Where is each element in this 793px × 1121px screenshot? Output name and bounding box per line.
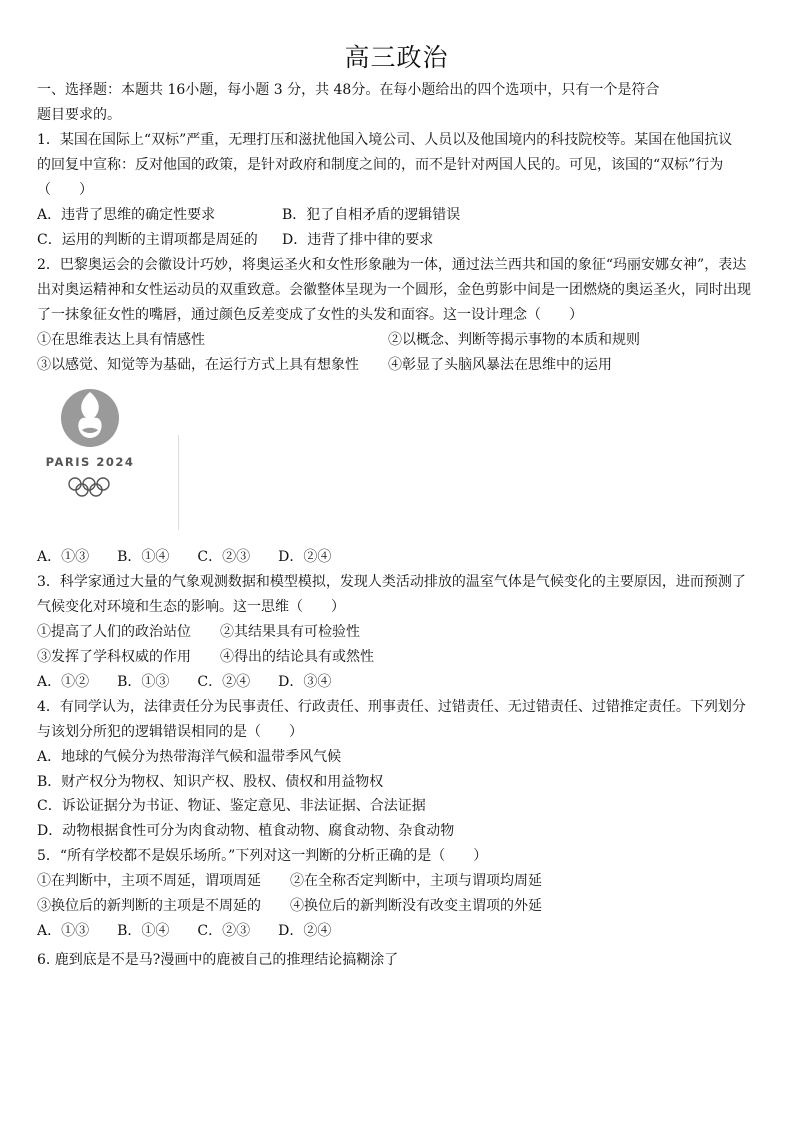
q2-item-2: ②以概念、判断等揭示事物的本质和规则 [388, 332, 640, 348]
q5-stem: 5．“所有学校都不是娱乐场所。”下列对这一判断的分析正确的是（ ） [37, 848, 488, 864]
q3-stem-line-2: 气候变化对环境和生态的影响。这一思维（ ） [37, 599, 345, 615]
q6-stem: 6. 鹿到底是不是马?漫画中的鹿被自己的推理结论搞糊涂了 [37, 952, 399, 968]
section-header-line-2: 题目要求的。 [37, 107, 121, 123]
q5-item-2: ②在全称否定判断中，主项与谓项均周延 [290, 873, 542, 889]
q4-option-c: C．诉讼证据分为书证、物证、鉴定意见、非法证据、合法证据 [37, 798, 426, 814]
q1-stem-line-2: 的回复中宣称：反对他国的政策，是针对政府和制度之间的，而不是针对两国人民的。可见，该国的“双标”行为 [37, 157, 724, 173]
q3-answer-options: A．①② B．①③ C．②④ D．③④ [37, 674, 332, 690]
q3-item-3: ③发挥了学科权威的作用 [37, 649, 191, 665]
q4-option-d: D．动物根据食性可分为肉食动物、植食动物、腐食动物、杂食动物 [37, 823, 455, 839]
q5-item-1: ①在判断中，主项不周延，谓项周延 [37, 873, 261, 889]
logo-text: PARIS 2024 [45, 455, 135, 469]
q2-stem-line-1: 2．巴黎奥运会的会徽设计巧妙，将奥运圣火和女性形象融为一体，通过法兰西共和国的象征“玛丽安娜女神”，表达 [37, 257, 747, 273]
page-title: 高三政治 [344, 43, 449, 72]
q1-option-b: B．犯了自相矛盾的逻辑错误 [282, 207, 461, 223]
section-header-line-1: 一、选择题：本题共 16小题，每小题 3 分，共 48分。在每小题给出的四个选项中，只有一个是符合 [37, 82, 660, 98]
q2-stem-line-2: 出对奥运精神和女性运动员的双重致意。会徽整体呈现为一个圆形，金色剪影中间是一团燃烧的奥运圣火，同时出现 [37, 282, 751, 298]
q2-stem-line-3: 了一抹象征女性的嘴唇，通过颜色反差变成了女性的头发和面容。这一设计理念（ ） [37, 307, 583, 323]
q4-option-b: B．财产权分为物权、知识产权、股权、债权和用益物权 [37, 774, 384, 790]
q3-stem-line-1: 3．科学家通过大量的气象观测数据和模型模拟，发现人类活动排放的温室气体是气候变化的主要原因，进而预测了 [37, 574, 746, 590]
q2-answer-options: A．①③ B．①④ C．②③ D．②④ [37, 549, 332, 565]
q3-item-1: ①提高了人们的政治站位 [37, 624, 191, 640]
q2-item-4: ④彰显了头脑风暴法在思维中的运用 [388, 357, 612, 373]
olympic-rings-icon [69, 478, 109, 496]
q1-option-c: C．运用的判断的主谓项都是周延的 [37, 232, 258, 248]
q4-option-a: A．地球的气候分为热带海洋气候和温带季风气候 [37, 749, 342, 765]
q1-stem-line-3: （ ） [37, 182, 93, 198]
q4-stem-line-1: 4．有同学认为，法律责任分为民事责任、行政责任、刑事责任、过错责任、无过错责任、过错推定责任。下列划分 [37, 699, 746, 715]
q5-answer-options: A．①③ B．①④ C．②③ D．②④ [37, 923, 332, 939]
paris-2024-emblem-icon [40, 386, 180, 531]
q5-item-3: ③换位后的新判断的主项是不周延的 [37, 898, 261, 914]
q1-stem-line-1: 1．某国在国际上“双标”严重，无理打压和滋扰他国入境公司、人员以及他国境内的科技院校等。某国在他国抗议 [37, 132, 733, 148]
figure-border-line [178, 435, 179, 530]
q3-item-4: ④得出的结论具有或然性 [220, 649, 374, 665]
q1-option-a: A．违背了思维的确定性要求 [37, 207, 216, 223]
q4-stem-line-2: 与该划分所犯的逻辑错误相同的是（ ） [37, 724, 303, 740]
paris-2024-logo-figure [40, 386, 180, 531]
q2-item-3: ③以感觉、知觉等为基础，在运行方式上具有想象性 [37, 357, 359, 373]
q2-item-1: ①在思维表达上具有情感性 [37, 332, 205, 348]
q3-item-2: ②其结果具有可检验性 [220, 624, 360, 640]
q1-option-d: D．违背了排中律的要求 [282, 232, 434, 248]
q5-item-4: ④换位后的新判断没有改变主谓项的外延 [290, 898, 542, 914]
